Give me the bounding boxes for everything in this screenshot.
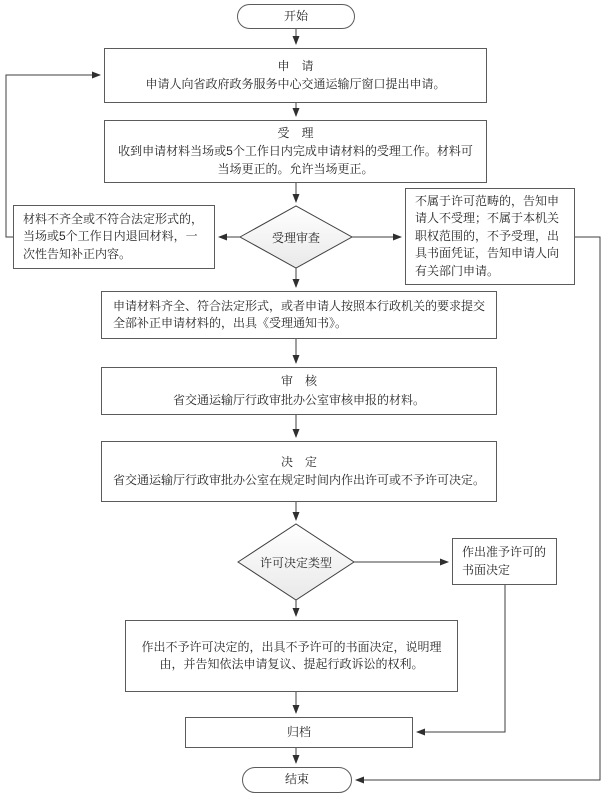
acceptance-notice-box bbox=[101, 291, 497, 339]
permit-type-text: 许可决定类型 bbox=[259, 555, 332, 570]
deny-decision-body: 作出不予许可决定的，出具不予许可的书面决定，说明理由，并告知依法申请复议、提起行政诉讼的权利。 bbox=[141, 639, 442, 671]
archive-label: 归档 bbox=[286, 724, 311, 739]
start-label: 开始 bbox=[283, 8, 308, 23]
accept-step-body: 收到申请材料当场或5个工作日内完成申请材料的受理工作。材料可当场更正的。允许当场更正。 bbox=[118, 144, 473, 176]
decide-step-body: 省交通运输厅行政审批办公室在规定时间内作出许可或不予许可决定。 bbox=[112, 473, 485, 487]
audit-step-box bbox=[101, 367, 497, 415]
not-in-scope-body: 不属于许可范畴的，告知申请人不受理；不属于本机关职权范围的，不予受理，出具书面凭证，告知申请人向有关部门申请。 bbox=[415, 194, 560, 278]
decide-step-title: 决 定 bbox=[280, 454, 317, 469]
not-in-scope-box bbox=[405, 188, 575, 285]
incomplete-materials-body: 材料不齐全或不符合法定形式的，当场或5个工作日内退回材料，一次性告知补正内容。 bbox=[23, 211, 204, 261]
decide-step-box bbox=[101, 441, 497, 502]
archive-box bbox=[185, 717, 413, 748]
accept-step-box bbox=[104, 120, 487, 183]
apply-step-body: 申请人向省政府政务服务中心交通运输厅窗口提出申请。 bbox=[145, 77, 446, 91]
acceptance-notice-body: 申请材料齐全、符合法定形式，或者申请人按照本行政机关的要求提交全部补正申请材料的，出具《受理通知书》。 bbox=[113, 298, 486, 330]
accept-step-title: 受 理 bbox=[277, 125, 314, 140]
audit-step-title: 审 核 bbox=[280, 374, 317, 389]
audit-step-body: 省交通运输厅行政审批办公室审核申报的材料。 bbox=[172, 392, 425, 407]
apply-step-box bbox=[104, 48, 487, 103]
apply-step-title: 申 请 bbox=[277, 58, 314, 73]
grant-decision-box bbox=[452, 538, 557, 585]
end-label: 结束 bbox=[284, 772, 309, 787]
incomplete-materials-box bbox=[13, 205, 215, 269]
start-terminator bbox=[237, 4, 355, 29]
permit-type-label bbox=[232, 546, 360, 578]
review-decision-text: 受理审查 bbox=[271, 230, 320, 245]
end-terminator bbox=[242, 767, 352, 793]
grant-decision-body: 作出准予许可的书面决定 bbox=[462, 545, 547, 577]
deny-decision-box bbox=[125, 620, 458, 692]
review-decision-label bbox=[240, 221, 352, 253]
